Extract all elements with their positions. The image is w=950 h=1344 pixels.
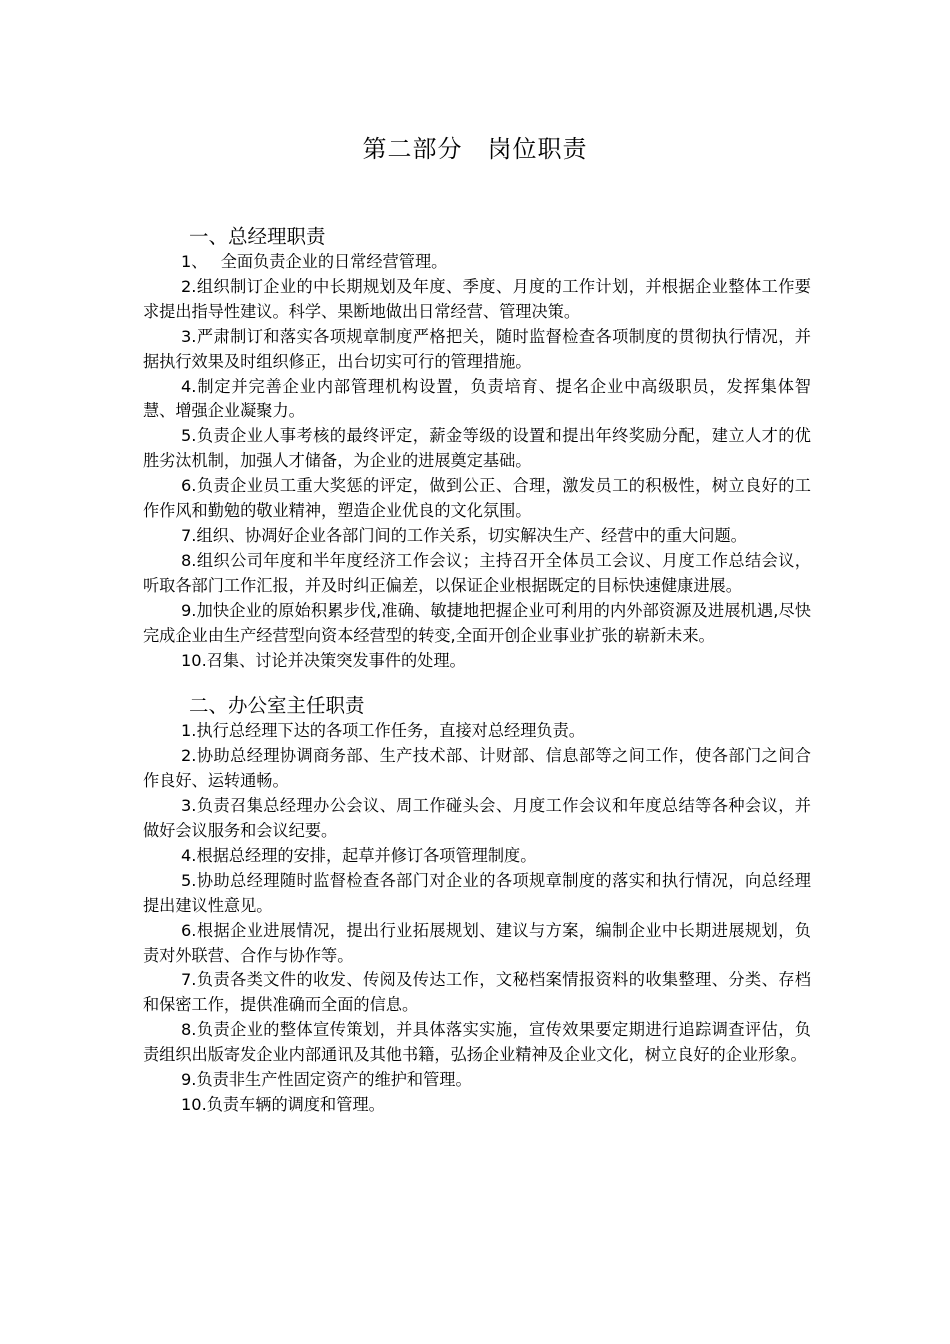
- duty-item: 1、 全面负责企业的日常经营管理。: [181, 252, 448, 271]
- duty-item: 10.负责车辆的调度和管理。: [181, 1095, 385, 1114]
- document-body: [143, 224, 811, 1118]
- section-general-manager: [143, 224, 811, 673]
- duty-item: 1.执行总经理下达的各项工作任务，直接对总经理负责。: [181, 721, 585, 741]
- duty-item: 7.负责各类文件的收发、传阅及传达工作，文秘档案情报资料的收集整理、分类、存档和保密工作，提供准确而全面的信息。: [143, 970, 811, 1015]
- duty-item: 9.加快企业的原始积累步伐,准确、敏捷地把握企业可利用的内外部资源及进展机遇,尽快完成企业由生产经营型向资本经营型的转变,全面开创企业事业扩张的崭新未来。: [143, 600, 811, 645]
- duty-item: 3.负责召集总经理办公会议、周工作碰头会、月度工作会议和年度总结等各种会议，并做好会议服务和会议纪要。: [143, 796, 811, 841]
- duty-item: 6.根据企业进展情况，提出行业拓展规划、建议与方案，编制企业中长期进展规划，负责对外联营、合作与协作等。: [143, 920, 811, 965]
- duty-item: 8.负责企业的整体宣传策划，并具体落实实施，宣传效果要定期进行追踪调查评估，负责组织出版寄发企业内部通讯及其他书籍，弘扬企业精神及企业文化，树立良好的企业形象。: [143, 1020, 811, 1065]
- page-title: 第二部分 岗位职责: [362, 135, 588, 163]
- duty-item: 6.负责企业员工重大奖惩的评定，做到公正、合理，激发员工的积极性，树立良好的工作作风和勤勉的敬业精神，塑造企业优良的文化氛围。: [143, 476, 811, 521]
- section-heading: 二、办公室主任职责: [189, 694, 365, 718]
- duty-item: 4.根据总经理的安排，起草并修订各项管理制度。: [181, 845, 537, 865]
- duty-item: 9.负责非生产性固定资产的维护和管理。: [181, 1070, 472, 1090]
- duty-item: 5.协助总经理随时监督检查各部门对企业的各项规章制度的落实和执行情况，向总经理提出建议性意见。: [143, 870, 811, 915]
- duty-item: 4.制定并完善企业内部管理机构设置，负责培育、提名企业中高级职员，发挥集体智慧、增强企业凝聚力。: [143, 376, 811, 421]
- section-heading: 一、总经理职责: [189, 225, 326, 248]
- section-office-director: [143, 693, 811, 1118]
- duty-item: 5.负责企业人事考核的最终评定，薪金等级的设置和提出年终奖励分配，建立人才的优胜劣汰机制，加强人才储备，为企业的进展奠定基础。: [143, 426, 811, 471]
- duty-item: 7.组织、协凋好企业各部门间的工作关系，切实解决生产、经营中的重大问题。: [181, 525, 747, 545]
- duty-item: 8.组织公司年度和半年度经济工作会议；主持召开全体员工会议、月度工作总结会议，听取各部门工作汇报，并及时纠正偏差，以保证企业根据既定的目标快速健康进展。: [143, 550, 811, 595]
- duty-item: 3.严肃制订和落实各项规章制度严格把关，随时监督检查各项制度的贯彻执行情况，并据执行效果及时组织修正，出台切实可行的管理措施。: [143, 326, 811, 371]
- duty-item: 10.召集、讨论并决策突发事件的处理。: [181, 650, 466, 670]
- duty-item: 2.协助总经理协调商务部、生产技术部、计财部、信息部等之间工作，使各部门之间合作良好、运转通畅。: [143, 746, 811, 791]
- duty-item: 2.组织制订企业的中长期规划及年度、季度、月度的工作计划，并根据企业整体工作要求提出指导性建议。科学、果断地做出日常经营、管理决策。: [143, 276, 811, 321]
